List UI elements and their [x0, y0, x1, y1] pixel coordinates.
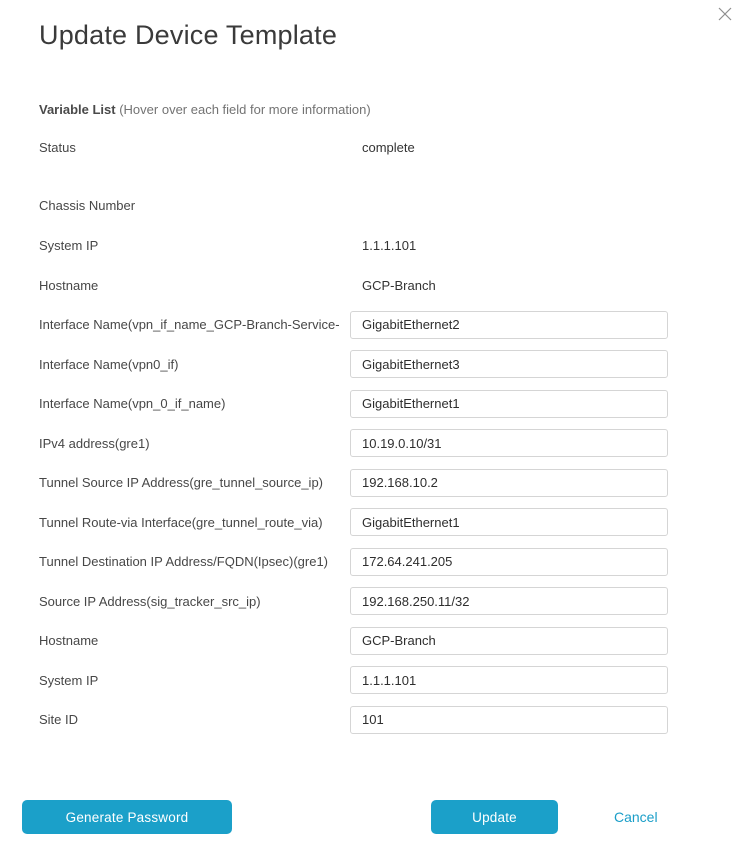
row-label: Source IP Address(sig_tracker_src_ip)	[39, 593, 261, 609]
ipv4-address-gre1-input[interactable]	[350, 429, 668, 457]
static-row-chassis-number	[0, 185, 752, 225]
hostname-input[interactable]	[350, 627, 668, 655]
static-row-hostname	[0, 265, 752, 305]
row-label: Interface Name(vpn_0_if_name)	[39, 396, 226, 412]
input-row-system-ip	[0, 661, 752, 701]
variable-list-hint: (Hover over each field for more information)	[119, 102, 371, 117]
generate-password-button[interactable]: Generate Password	[22, 800, 232, 834]
cancel-button[interactable]: Cancel	[614, 800, 658, 834]
static-row-status	[0, 127, 752, 167]
row-label: Chassis Number	[39, 197, 136, 213]
input-row-interface-name-vpn0-if	[0, 345, 752, 385]
row-label: Tunnel Route-via Interface(gre_tunnel_route_via)	[39, 514, 323, 530]
variable-rows	[0, 127, 752, 740]
system-ip-value: 1.1.1.101	[362, 237, 417, 253]
update-button[interactable]: Update	[431, 800, 558, 834]
tunnel-source-ip-input[interactable]	[350, 469, 668, 497]
variable-list-heading: Variable List	[39, 102, 116, 117]
close-icon	[718, 7, 732, 21]
row-label: Tunnel Source IP Address(gre_tunnel_source_ip)	[39, 475, 324, 491]
interface-name-vpn0-if-name-input[interactable]	[350, 390, 668, 418]
input-row-tunnel-destination-ip	[0, 542, 752, 582]
close-button[interactable]	[717, 6, 733, 22]
tunnel-destination-ip-input[interactable]	[350, 548, 668, 576]
tunnel-route-via-input[interactable]	[350, 508, 668, 536]
input-row-tunnel-route-via	[0, 503, 752, 543]
interface-name-service-vpn-input[interactable]	[350, 311, 668, 339]
row-label: Status	[39, 139, 76, 155]
dialog-title: Update Device Template	[39, 20, 338, 50]
sig-tracker-src-ip-input[interactable]	[350, 587, 668, 615]
variable-list-header	[39, 102, 371, 118]
input-row-interface-name-vpn0-if-name	[0, 384, 752, 424]
row-label: Interface Name(vpn0_if)	[39, 356, 179, 372]
row-label: System IP	[39, 672, 99, 688]
input-row-hostname	[0, 621, 752, 661]
static-row-system-ip	[0, 225, 752, 265]
status-value: complete	[362, 139, 415, 155]
row-label: Interface Name(vpn_if_name_GCP-Branch-Service-	[39, 317, 340, 333]
input-row-site-id	[0, 700, 752, 740]
input-row-interface-name-service-vpn	[0, 305, 752, 345]
row-label: IPv4 address(gre1)	[39, 435, 150, 451]
row-label: Site ID	[39, 712, 79, 728]
interface-name-vpn0-if-input[interactable]	[350, 350, 668, 378]
row-label: Hostname	[39, 277, 99, 293]
input-row-tunnel-source-ip	[0, 463, 752, 503]
row-label: Tunnel Destination IP Address/FQDN(Ipsec)(gre1)	[39, 554, 329, 570]
system-ip-input[interactable]	[350, 666, 668, 694]
hostname-value: GCP-Branch	[362, 277, 436, 293]
input-row-sig-tracker-src-ip	[0, 582, 752, 622]
row-label: Hostname	[39, 633, 99, 649]
input-row-ipv4-address-gre1	[0, 424, 752, 464]
site-id-input[interactable]	[350, 706, 668, 734]
row-spacer	[0, 167, 752, 185]
row-label: System IP	[39, 237, 99, 253]
